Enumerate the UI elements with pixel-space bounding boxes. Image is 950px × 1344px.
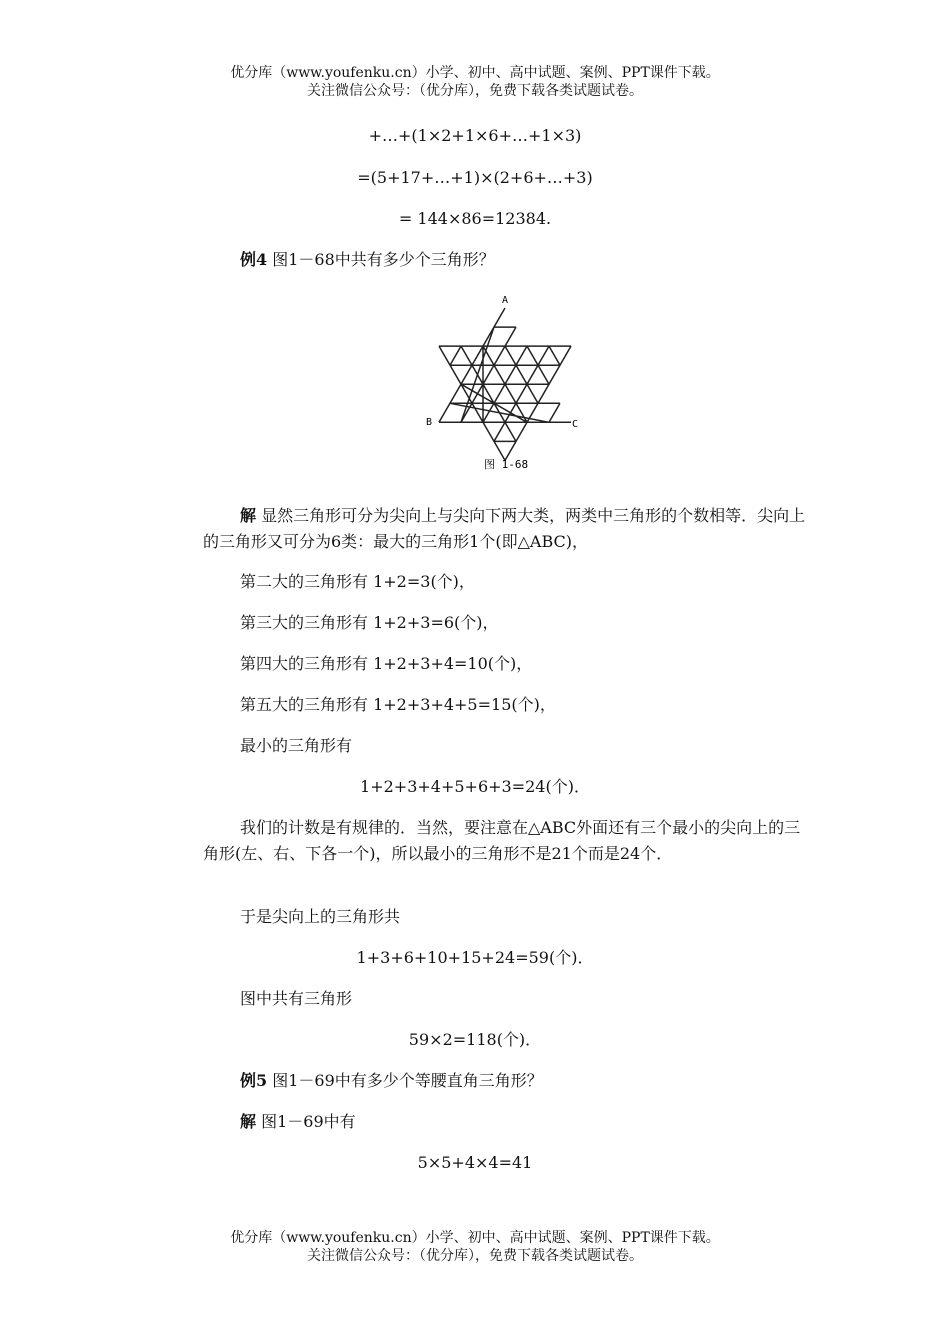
triangle-grid-lines: [439, 308, 571, 460]
solution-4-paragraph-2: 我们的计数是有规律的．当然，要注意在△ABC外面还有三个最小的尖向上的三角形(左、右、下各一个)，所以最小的三角形不是21个而是24个．: [203, 818, 801, 863]
example-5-text: 图1－69中有多少个等腰直角三角形？: [272, 1071, 543, 1090]
example-5-question: [240, 1071, 543, 1091]
figure-1-68: [420, 290, 590, 480]
solution-4-line-6: 最小的三角形有: [240, 736, 353, 755]
solution-4-line-2: 第二大的三角形有 1+2=3(个)，: [240, 572, 475, 591]
page-footer: [0, 1229, 950, 1265]
solution-4-line-4: 第四大的三角形有 1+2+3+4=10(个)，: [240, 654, 533, 673]
equation-total: 59×2=118(个)．: [408, 1030, 542, 1049]
solution-4-line-7: 于是尖向上的三角形共: [240, 907, 401, 926]
footer-line-2: 关注微信公众号：（优分库），免费下载各类试题试卷。: [307, 1248, 643, 1264]
equation-line-1: +…+(1×2+1×6+…+1×3): [368, 126, 582, 145]
solution-4-intro-text: 显然三角形可分为尖向上与尖向下两大类，两类中三角形的个数相等．尖向上的三角形又可分为6类：最大的三角形1个(即△ABC)，: [203, 506, 806, 551]
equation-example-5: 5×5+4×4=41: [417, 1153, 533, 1172]
example-4-question: [240, 250, 495, 270]
equation-line-2: =(5+17+…+1)×(2+6+…+3): [357, 168, 593, 187]
example-4-label: 例4: [240, 250, 268, 269]
solution-4-line-8: 图中共有三角形: [240, 989, 353, 1008]
solution-4-line-3: 第三大的三角形有 1+2+3=6(个)，: [240, 613, 499, 632]
figure-caption: 图 1-68: [484, 458, 529, 471]
equation-smallest: 1+2+3+4+5+6+3=24(个)．: [360, 777, 590, 796]
example-4-text: 图1－68中共有多少个三角形？: [272, 250, 495, 269]
solution-4-label: 解: [240, 506, 257, 525]
solution-5-line: [240, 1112, 356, 1132]
equation-line-3: = 144×86=12384.: [398, 209, 552, 228]
header-line-1: 优分库（www.youfenku.cn）小学、初中、高中试题、案例、PPT课件下载。: [230, 65, 720, 81]
solution-5-label: 解: [240, 1112, 257, 1131]
vertex-label-c: C: [572, 419, 579, 430]
footer-line-1: 优分库（www.youfenku.cn）小学、初中、高中试题、案例、PPT课件下载。: [230, 1230, 720, 1246]
example-5-label: 例5: [240, 1071, 268, 1090]
equation-up-total: 1+3+6+10+15+24=59(个)．: [356, 948, 594, 967]
vertex-label-b: B: [426, 417, 433, 428]
solution-4-line-5: 第五大的三角形有 1+2+3+4+5=15(个)，: [240, 695, 556, 714]
header-line-2: 关注微信公众号：（优分库），免费下载各类试题试卷。: [307, 83, 643, 99]
solution-4-intro: [203, 503, 813, 555]
vertex-label-a: A: [502, 295, 509, 306]
solution-5-text: 图1－69中有: [261, 1112, 356, 1131]
page-header: [0, 64, 950, 100]
star-triangle-grid: [420, 290, 590, 480]
